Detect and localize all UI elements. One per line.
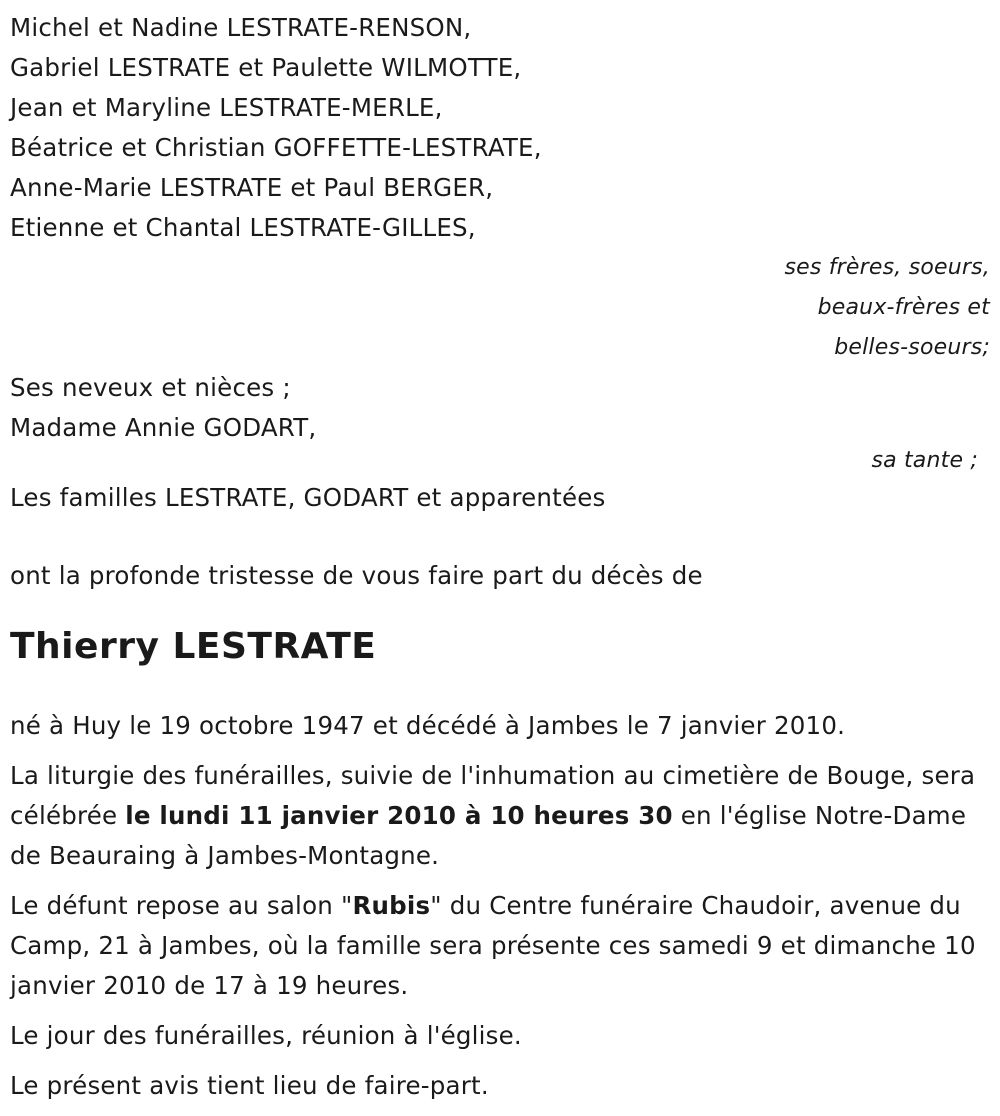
- liturgy-text-before: La liturgie des funérailles, suivie de l'inhumation au cimetière de Bouge, sera célébrée: [10, 761, 976, 830]
- liturgy-paragraph: [10, 756, 985, 876]
- liturgy-text-after: en l'église Notre-Dame de Beauraing à Jambes-Montagne.: [10, 801, 967, 870]
- families-line: Les familles LESTRATE, GODART et apparentées: [10, 483, 606, 512]
- aunt-role: sa tante ;: [871, 448, 978, 473]
- nephews-line: Ses neveux et nièces ;: [10, 373, 291, 402]
- obituary-notice: [10, 8, 990, 1116]
- family-line: Gabriel LESTRATE et Paulette WILMOTTE,: [10, 53, 522, 82]
- salon-name: Rubis: [352, 891, 431, 920]
- family-line: Béatrice et Christian GOFFETTE-LESTRATE,: [10, 133, 542, 162]
- family-line: Etienne et Chantal LESTRATE-GILLES,: [10, 213, 476, 242]
- rest-paragraph: [10, 886, 985, 1006]
- rest-text-before: Le défunt repose au salon ": [10, 891, 353, 920]
- siblings-role-line: beaux-frères et: [817, 295, 990, 320]
- announcement-line: ont la profonde tristesse de vous faire part du décès de: [10, 561, 703, 590]
- family-line: Michel et Nadine LESTRATE-RENSON,: [10, 13, 472, 42]
- rest-text-after: " du Centre funéraire Chaudoir, avenue du Camp, 21 à Jambes, où la famille sera présente ces samedi 9 et dimanche 10 janvier 2010 de 17 à 19 heures.: [10, 891, 976, 1000]
- siblings-role-line: belles-soeurs;: [834, 335, 990, 360]
- siblings-role-line: ses frères, soeurs,: [784, 255, 990, 280]
- family-line: Jean et Maryline LESTRATE-MERLE,: [10, 93, 443, 122]
- birth-death-line: né à Huy le 19 octobre 1947 et décédé à Jambes le 7 janvier 2010.: [10, 711, 846, 740]
- liturgy-date: le lundi 11 janvier 2010 à 10 heures 30: [125, 801, 673, 830]
- deceased-name: Thierry LESTRATE: [10, 626, 377, 667]
- family-line: Anne-Marie LESTRATE et Paul BERGER,: [10, 173, 494, 202]
- meeting-line: Le jour des funérailles, réunion à l'église.: [10, 1021, 522, 1050]
- notice-line: Le présent avis tient lieu de faire-part.: [10, 1071, 489, 1100]
- aunt-line: Madame Annie GODART,: [10, 413, 317, 442]
